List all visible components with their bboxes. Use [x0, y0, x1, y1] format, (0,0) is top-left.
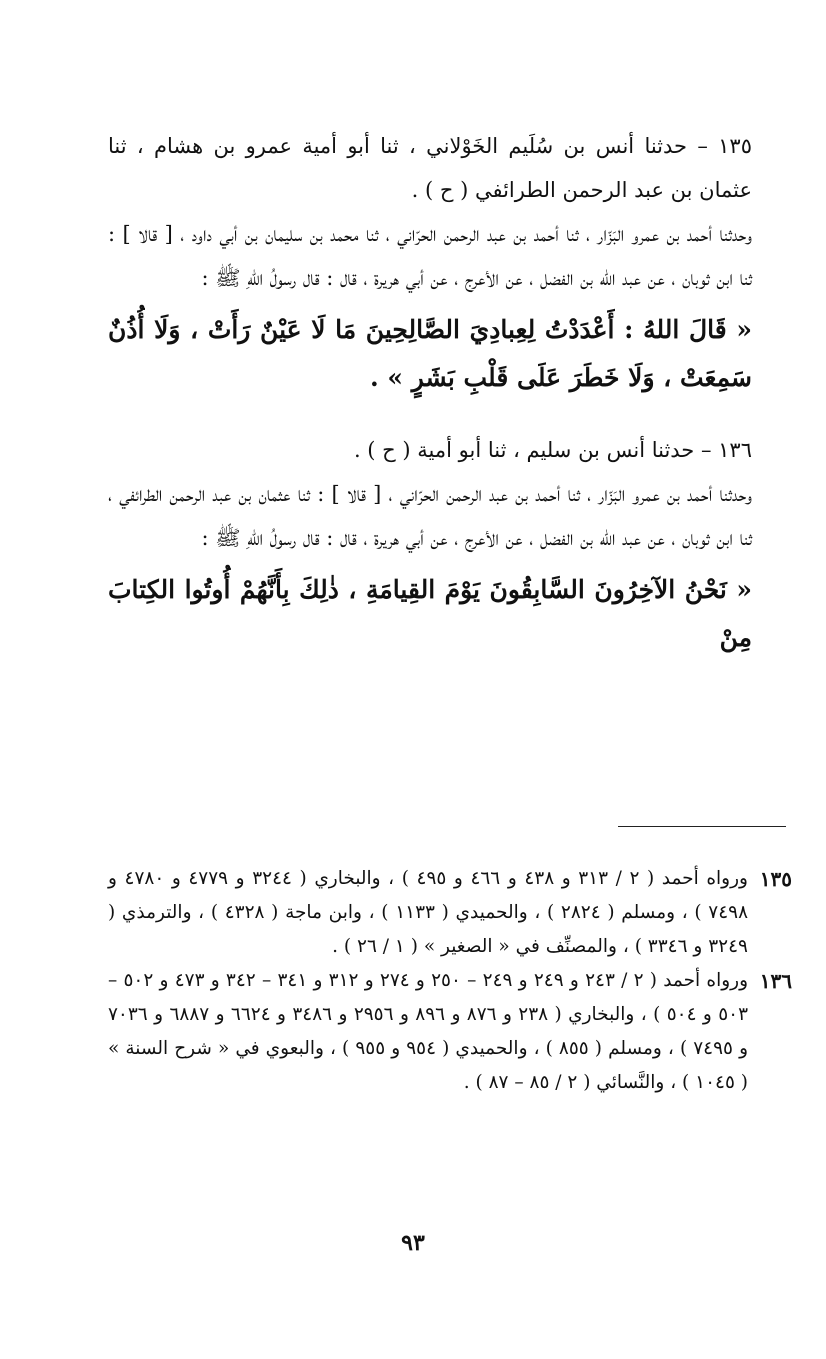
- hadith-136-matn: « نَحْنُ الآخِرُونَ السَّابِقُونَ يَوْمَ القِيامَةِ ، ذٰلِكَ بِأَنَّهُمْ أُوتُوا الكِتابَ مِنْ: [108, 575, 752, 652]
- spacer: [108, 408, 752, 428]
- hadith-136-isnad-continued: وحدثنا أحمد بن عمرو البَزّار ، ثنا أحمد بن عبد الرحمن الحرّاني ، [ قالا ] : ثنا عثمان بن عبد الرحمن الطرائفي ، ثنا ابن ثوبان ، عن عبد الله بن الفضل ، عن الأعرج ، عن أبي هريرة ، قال : قال رسولُ اللهِ ﷺ :: [108, 482, 752, 550]
- footnote-number: ١٣٦: [759, 969, 792, 993]
- hadith-136-isnad: ١٣٦ – حدثنا أنس بن سليم ، ثنا أبو أمية ( ح ) .: [353, 438, 752, 462]
- footnote-text: ورواه أحمد ( ٢ / ٢٤٣ و ٢٤٩ و ٢٤٩ – ٢٥٠ و ٢٧٤ و ٣١٢ و ٣٤١ – ٣٤٢ و ٤٧٣ و ٥٠٢ – ٥٠٣ و ٥٠٤ ) ، والبخاري ( ٢٣٨ و ٨٧٦ و ٨٩٦ و ٢٩٥٦ و ٣٤٨٦ و ٦٦٢٤ و ٦٨٨٧ و ٧٠٣٦ و ٧٤٩٥ ) ، ومسلم ( ٨٥٥ ) ، والحميدي ( ٩٥٤ و ٩٥٥ ) ، والبعوي في « شرح السنة » ( ١٠٤٥ ) ، والنَّسائي ( ٢ / ٨٥ – ٨٧ ) .: [108, 970, 749, 1093]
- footnote-number: ١٣٥: [759, 867, 792, 891]
- footnote-text: ورواه أحمد ( ٢ / ٣١٣ و ٤٣٨ و ٤٦٦ و ٤٩٥ ) ، والبخاري ( ٣٢٤٤ و ٤٧٧٩ و ٤٧٨٠ و ٧٤٩٨ ) ، ومسلم ( ٢٨٢٤ ) ، والحميدي ( ١١٣٣ ) ، وابن ماجة ( ٤٣٢٨ ) ، والترمذي ( ٣٢٤٩ و ٣٣٤٦ ) ، والمصنِّف في « الصغير » ( ١ / ٢٦ ) .: [108, 868, 749, 957]
- hadith-135-isnad-continued: وحدثنا أحمد بن عمرو البَزّار ، ثنا أحمد بن عبد الرحمن الحرّاني ، ثنا محمد بن سليمان بن أبي داود ، [ قالا ] : ثنا ابن ثوبان ، عن عبد الله بن الفضل ، عن الأعرج ، عن أبي هريرة ، قال : قال رسولُ اللهِ ﷺ :: [108, 222, 752, 290]
- hadith-135-isnad: ١٣٥ – حدثنا أنس بن سُلَيم الخَوْلاني ، ثنا أبو أمية عمرو بن هشام ، ثنا عثمان بن عبد الرحمن الطرائفي ( ح ) .: [108, 134, 752, 202]
- footnotes: [108, 862, 792, 1100]
- hadith-135-matn: « قَالَ اللهُ : أَعْدَدْتُ لِعِبادِيَ الصَّالِحِينَ مَا لَا عَيْنٌ رَأَتْ ، وَلَا أُذُنٌ سَمِعَتْ ، وَلَا خَطَرَ عَلَى قَلْبِ بَشَرٍ » .: [108, 315, 752, 392]
- footnote-136: [108, 964, 792, 1100]
- footnote-135: [108, 862, 792, 964]
- page-number: ٩٣: [401, 1230, 425, 1256]
- footnote-divider: [618, 826, 786, 827]
- main-text: [108, 124, 752, 668]
